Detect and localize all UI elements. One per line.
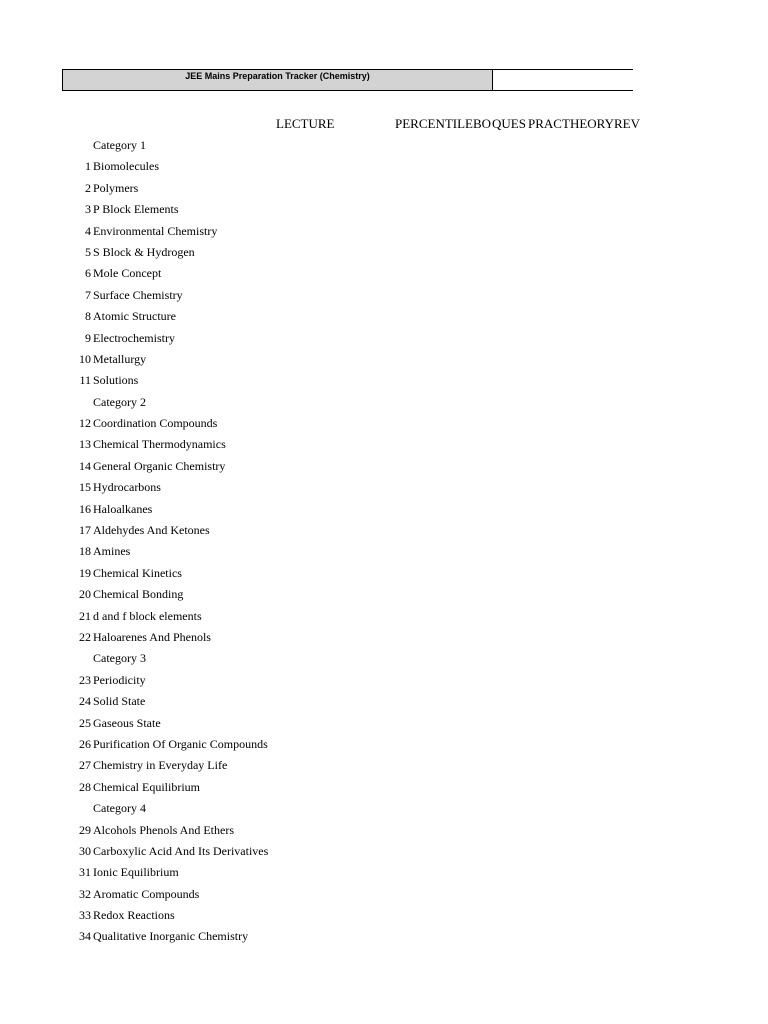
category-label: Category 3 bbox=[93, 651, 146, 666]
topic-number: 1 bbox=[85, 159, 91, 174]
topic-name: Biomolecules bbox=[93, 159, 159, 174]
topic-row bbox=[0, 178, 633, 199]
topic-row bbox=[0, 926, 633, 947]
topic-row bbox=[0, 627, 633, 648]
topic-number: 34 bbox=[79, 929, 91, 944]
topic-name: d and f block elements bbox=[93, 608, 202, 623]
topic-number: 4 bbox=[85, 223, 91, 238]
topic-name: Ionic Equilibrium bbox=[93, 865, 179, 880]
topic-number: 5 bbox=[85, 244, 91, 259]
topic-number: 32 bbox=[79, 886, 91, 901]
topic-number: 22 bbox=[79, 629, 91, 644]
topic-row bbox=[0, 606, 633, 627]
topic-row bbox=[0, 434, 633, 455]
topic-name: Gaseous State bbox=[93, 715, 161, 730]
topic-name: Hydrocarbons bbox=[93, 480, 161, 495]
topic-row bbox=[0, 862, 633, 883]
category-row bbox=[0, 648, 633, 669]
column-header-theory: THEORY bbox=[562, 116, 614, 131]
topic-row bbox=[0, 156, 633, 177]
topic-number: 23 bbox=[79, 672, 91, 687]
topic-name: S Block & Hydrogen bbox=[93, 244, 195, 259]
category-row bbox=[0, 392, 633, 413]
topic-number: 6 bbox=[85, 266, 91, 281]
topic-name: Coordination Compounds bbox=[93, 416, 218, 431]
topic-row bbox=[0, 905, 633, 926]
topic-row bbox=[0, 263, 633, 284]
column-header-revision: REV bbox=[614, 116, 640, 131]
column-header-percentile: PERCENTILE bbox=[395, 116, 473, 131]
category-label: Category 2 bbox=[93, 394, 146, 409]
topic-number: 10 bbox=[79, 351, 91, 366]
topic-name: Chemical Bonding bbox=[93, 587, 184, 602]
topic-number: 31 bbox=[79, 865, 91, 880]
topic-name: Environmental Chemistry bbox=[93, 223, 218, 238]
topic-name: Haloalkanes bbox=[93, 501, 153, 516]
topic-number: 11 bbox=[79, 373, 91, 388]
topic-list bbox=[0, 135, 633, 948]
topic-name: Chemical Kinetics bbox=[93, 565, 182, 580]
topic-number: 15 bbox=[79, 480, 91, 495]
column-header-books: BO bbox=[473, 116, 492, 131]
topic-row bbox=[0, 199, 633, 220]
topic-number: 17 bbox=[79, 523, 91, 538]
topic-row bbox=[0, 456, 633, 477]
column-headers bbox=[0, 116, 640, 134]
topic-row bbox=[0, 584, 633, 605]
topic-row bbox=[0, 884, 633, 905]
topic-name: Haloarenes And Phenols bbox=[93, 629, 211, 644]
topic-number: 14 bbox=[79, 458, 91, 473]
topic-name: Solutions bbox=[93, 373, 139, 388]
topic-name: Periodicity bbox=[93, 672, 146, 687]
topic-number: 9 bbox=[85, 330, 91, 345]
topic-name: Carboxylic Acid And Its Derivatives bbox=[93, 843, 269, 858]
topic-number: 16 bbox=[79, 501, 91, 516]
topic-row bbox=[0, 563, 633, 584]
topic-row bbox=[0, 370, 633, 391]
topic-name: Amines bbox=[93, 544, 131, 559]
topic-number: 25 bbox=[79, 715, 91, 730]
topic-row bbox=[0, 691, 633, 712]
topic-number: 26 bbox=[79, 736, 91, 751]
topic-number: 29 bbox=[79, 822, 91, 837]
topic-number: 7 bbox=[85, 287, 91, 302]
topic-row bbox=[0, 820, 633, 841]
header-right-cell bbox=[493, 70, 634, 90]
topic-name: Alcohols Phenols And Ethers bbox=[93, 822, 234, 837]
topic-row bbox=[0, 285, 633, 306]
topic-name: Solid State bbox=[93, 694, 146, 709]
topic-number: 21 bbox=[79, 608, 91, 623]
topic-name: Atomic Structure bbox=[93, 309, 176, 324]
topic-name: Chemical Thermodynamics bbox=[93, 437, 226, 452]
category-row bbox=[0, 135, 633, 156]
topic-row bbox=[0, 477, 633, 498]
topic-name: Aldehydes And Ketones bbox=[93, 523, 210, 538]
topic-row bbox=[0, 499, 633, 520]
topic-number: 20 bbox=[79, 587, 91, 602]
topic-row bbox=[0, 541, 633, 562]
topic-number: 8 bbox=[85, 309, 91, 324]
topic-name: Qualitative Inorganic Chemistry bbox=[93, 929, 249, 944]
category-row bbox=[0, 798, 633, 819]
topic-number: 33 bbox=[79, 908, 91, 923]
topic-number: 28 bbox=[79, 779, 91, 794]
topic-row bbox=[0, 755, 633, 776]
topic-number: 27 bbox=[79, 758, 91, 773]
topic-name: Chemical Equilibrium bbox=[93, 779, 200, 794]
topic-name: Metallurgy bbox=[93, 351, 147, 366]
topic-name: P Block Elements bbox=[93, 202, 179, 217]
column-header-practice: PRAC bbox=[528, 116, 562, 131]
topic-number: 30 bbox=[79, 843, 91, 858]
topic-number: 18 bbox=[79, 544, 91, 559]
topic-row bbox=[0, 670, 633, 691]
topic-name: Surface Chemistry bbox=[93, 287, 183, 302]
topic-row bbox=[0, 242, 633, 263]
column-header-lecture: LECTURE bbox=[276, 116, 335, 131]
topic-name: Polymers bbox=[93, 180, 139, 195]
topic-number: 13 bbox=[79, 437, 91, 452]
topic-row bbox=[0, 349, 633, 370]
column-header-questions: QUES bbox=[492, 116, 526, 131]
topic-number: 3 bbox=[85, 202, 91, 217]
topic-row bbox=[0, 221, 633, 242]
topic-name: General Organic Chemistry bbox=[93, 458, 226, 473]
topic-row bbox=[0, 713, 633, 734]
category-label: Category 1 bbox=[93, 138, 146, 152]
topic-name: Mole Concept bbox=[93, 266, 162, 281]
topic-row bbox=[0, 734, 633, 755]
category-label: Category 4 bbox=[93, 801, 146, 816]
topic-row bbox=[0, 777, 633, 798]
topic-number: 19 bbox=[79, 565, 91, 580]
topic-row bbox=[0, 306, 633, 327]
topic-row bbox=[0, 520, 633, 541]
topic-row bbox=[0, 841, 633, 862]
topic-number: 24 bbox=[79, 694, 91, 709]
topic-name: Redox Reactions bbox=[93, 908, 175, 923]
topic-row bbox=[0, 328, 633, 349]
topic-name: Aromatic Compounds bbox=[93, 886, 200, 901]
tracker-title: JEE Mains Preparation Tracker (Chemistry) bbox=[63, 70, 493, 90]
topic-number: 12 bbox=[79, 416, 91, 431]
topic-name: Purification Of Organic Compounds bbox=[93, 736, 268, 751]
topic-row bbox=[0, 413, 633, 434]
topic-number: 2 bbox=[85, 180, 91, 195]
tracker-header bbox=[62, 69, 633, 91]
topic-name: Chemistry in Everyday Life bbox=[93, 758, 228, 773]
topic-name: Electrochemistry bbox=[93, 330, 175, 345]
